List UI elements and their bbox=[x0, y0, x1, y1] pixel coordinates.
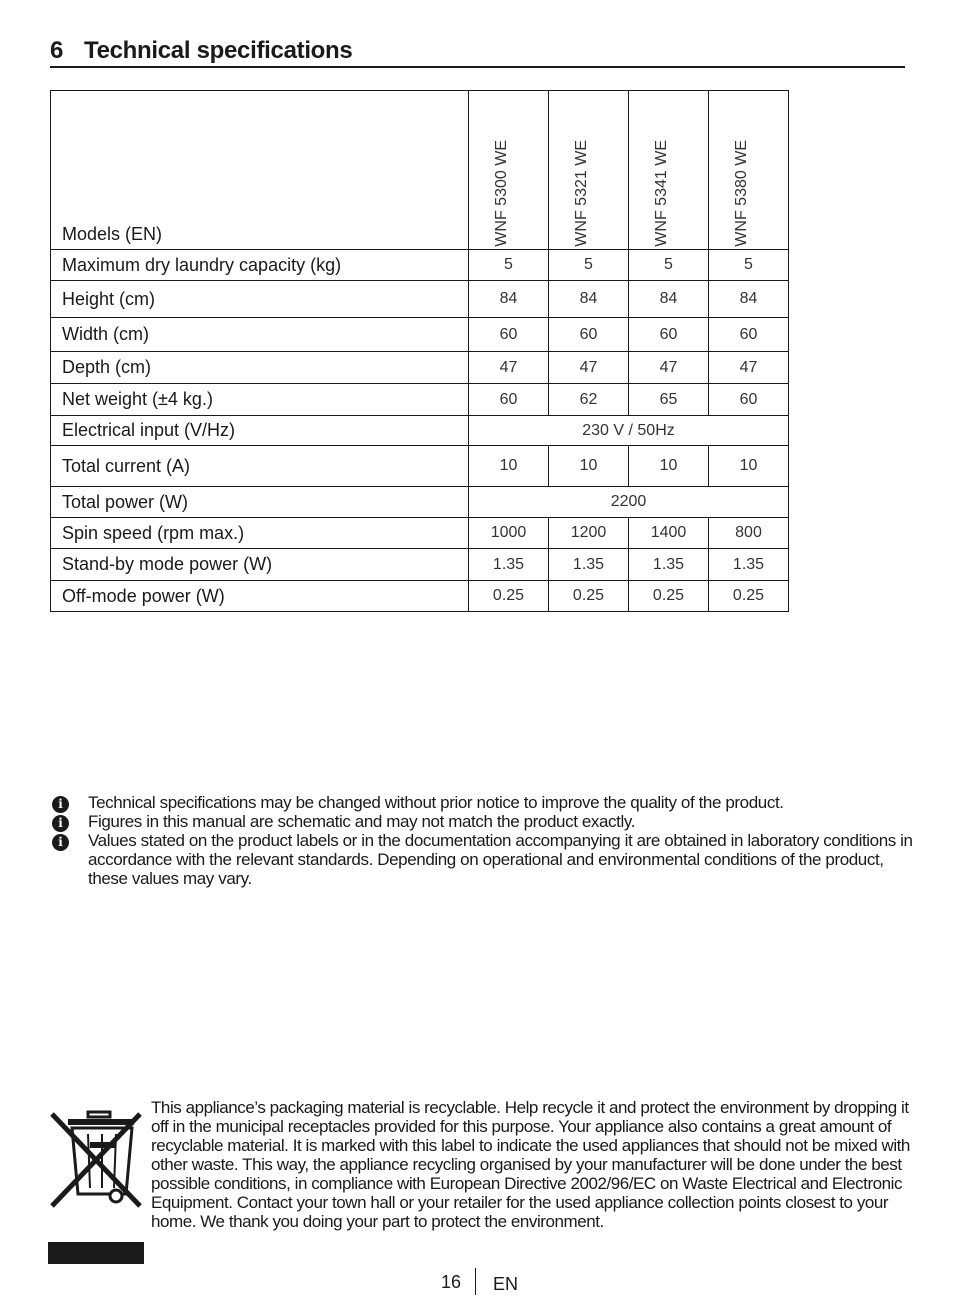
value-cell: 10 bbox=[549, 446, 629, 487]
value-cell: 84 bbox=[629, 281, 709, 318]
value-cell: 60 bbox=[709, 318, 789, 352]
value-cell: 0.25 bbox=[469, 581, 549, 612]
row-label: Net weight (±4 kg.) bbox=[51, 384, 469, 416]
language-code: EN bbox=[493, 1274, 519, 1294]
row-label: Height (cm) bbox=[51, 281, 469, 318]
model-name: WNF 5380 WE bbox=[733, 140, 750, 247]
value-cell: 5 bbox=[709, 250, 789, 281]
value-cell: 1.35 bbox=[709, 549, 789, 581]
model-name: WNF 5300 WE bbox=[493, 140, 510, 247]
value-cell: 1.35 bbox=[549, 549, 629, 581]
section-title: Technical specifications bbox=[84, 37, 353, 64]
note-line: Values stated on the product labels or in the documentation accompanying it are obtained in laboratory conditions in accordance with the relevant standards. Depending on operational and environmental conditions of the product, these values may vary. bbox=[88, 831, 913, 888]
row-label: Spin speed (rpm max.) bbox=[51, 518, 469, 549]
table-header-row bbox=[51, 91, 789, 250]
value-cell: 0.25 bbox=[549, 581, 629, 612]
value-cell: 1400 bbox=[629, 518, 709, 549]
row-label: Total current (A) bbox=[51, 446, 469, 487]
model-column-header bbox=[709, 91, 789, 250]
table-row bbox=[51, 581, 789, 612]
table-row bbox=[51, 281, 789, 318]
value-cell: 5 bbox=[629, 250, 709, 281]
page-number: 16 bbox=[441, 1272, 462, 1292]
section-number: 6 bbox=[50, 37, 64, 64]
table-row bbox=[51, 352, 789, 384]
value-cell: 65 bbox=[629, 384, 709, 416]
notes-text bbox=[88, 793, 918, 888]
value-cell: 5 bbox=[469, 250, 549, 281]
info-icon: i bbox=[52, 834, 69, 851]
table-row bbox=[51, 318, 789, 352]
section-heading bbox=[50, 36, 905, 68]
footer-divider bbox=[475, 1268, 476, 1295]
note-line: Technical specifications may be changed without prior notice to improve the quality of the product. bbox=[88, 793, 784, 812]
value-cell: 5 bbox=[549, 250, 629, 281]
value-cell: 84 bbox=[709, 281, 789, 318]
model-column-header bbox=[469, 91, 549, 250]
row-label: Stand-by mode power (W) bbox=[51, 549, 469, 581]
value-cell: 1.35 bbox=[629, 549, 709, 581]
row-label: Total power (W) bbox=[51, 487, 469, 518]
table-row bbox=[51, 446, 789, 487]
row-label: Maximum dry laundry capacity (kg) bbox=[51, 250, 469, 281]
table-row bbox=[51, 384, 789, 416]
page-footer bbox=[0, 1268, 954, 1296]
merged-value-cell: 230 V / 50Hz bbox=[469, 416, 789, 446]
table-row bbox=[51, 518, 789, 549]
value-cell: 47 bbox=[549, 352, 629, 384]
model-column-header bbox=[549, 91, 629, 250]
value-cell: 0.25 bbox=[629, 581, 709, 612]
value-cell: 60 bbox=[629, 318, 709, 352]
value-cell: 0.25 bbox=[709, 581, 789, 612]
info-icon: i bbox=[52, 796, 69, 813]
info-icons bbox=[52, 796, 72, 853]
note-line: Figures in this manual are schematic and may not match the product exactly. bbox=[88, 812, 636, 831]
model-column-header bbox=[629, 91, 709, 250]
value-cell: 60 bbox=[469, 318, 549, 352]
value-cell: 1.35 bbox=[469, 549, 549, 581]
table-row bbox=[51, 549, 789, 581]
value-cell: 10 bbox=[629, 446, 709, 487]
value-cell: 60 bbox=[709, 384, 789, 416]
value-cell: 62 bbox=[549, 384, 629, 416]
value-cell: 800 bbox=[709, 518, 789, 549]
models-header-label: Models (EN) bbox=[51, 91, 469, 250]
value-cell: 47 bbox=[629, 352, 709, 384]
merged-value-cell: 2200 bbox=[469, 487, 789, 518]
value-cell: 1000 bbox=[469, 518, 549, 549]
value-cell: 60 bbox=[549, 318, 629, 352]
table-row bbox=[51, 416, 789, 446]
table-row bbox=[51, 250, 789, 281]
table-row bbox=[51, 487, 789, 518]
value-cell: 84 bbox=[549, 281, 629, 318]
value-cell: 1200 bbox=[549, 518, 629, 549]
row-label: Electrical input (V/Hz) bbox=[51, 416, 469, 446]
crossed-out-wheelie-bin-icon bbox=[48, 1110, 144, 1264]
specifications-table bbox=[50, 90, 789, 612]
value-cell: 47 bbox=[469, 352, 549, 384]
value-cell: 60 bbox=[469, 384, 549, 416]
value-cell: 10 bbox=[469, 446, 549, 487]
value-cell: 47 bbox=[709, 352, 789, 384]
row-label: Width (cm) bbox=[51, 318, 469, 352]
model-name: WNF 5341 WE bbox=[653, 140, 670, 247]
info-icon: i bbox=[52, 815, 69, 832]
recycling-text: This appliance’s packaging material is recyclable. Help recycle it and protect the environment by dropping it off in the municipal receptacles provided for this purpose. Your appliance also contains a great amount of recyclable material. It is marked with this label to indicate the used appliances that should not be mixed with other waste. This way, the appliance recycling organised by your manufacturer will be done under the best possible conditions, in compliance with European Directive 2002/96/EC on Waste Electrical and Electronic Equipment. Contact your town hall or your retailer for the used appliance collection points closest to your home. We thank you doing your part to protect the environment. bbox=[151, 1098, 910, 1231]
value-cell: 10 bbox=[709, 446, 789, 487]
row-label: Depth (cm) bbox=[51, 352, 469, 384]
model-name: WNF 5321 WE bbox=[573, 140, 590, 247]
row-label: Off-mode power (W) bbox=[51, 581, 469, 612]
value-cell: 84 bbox=[469, 281, 549, 318]
